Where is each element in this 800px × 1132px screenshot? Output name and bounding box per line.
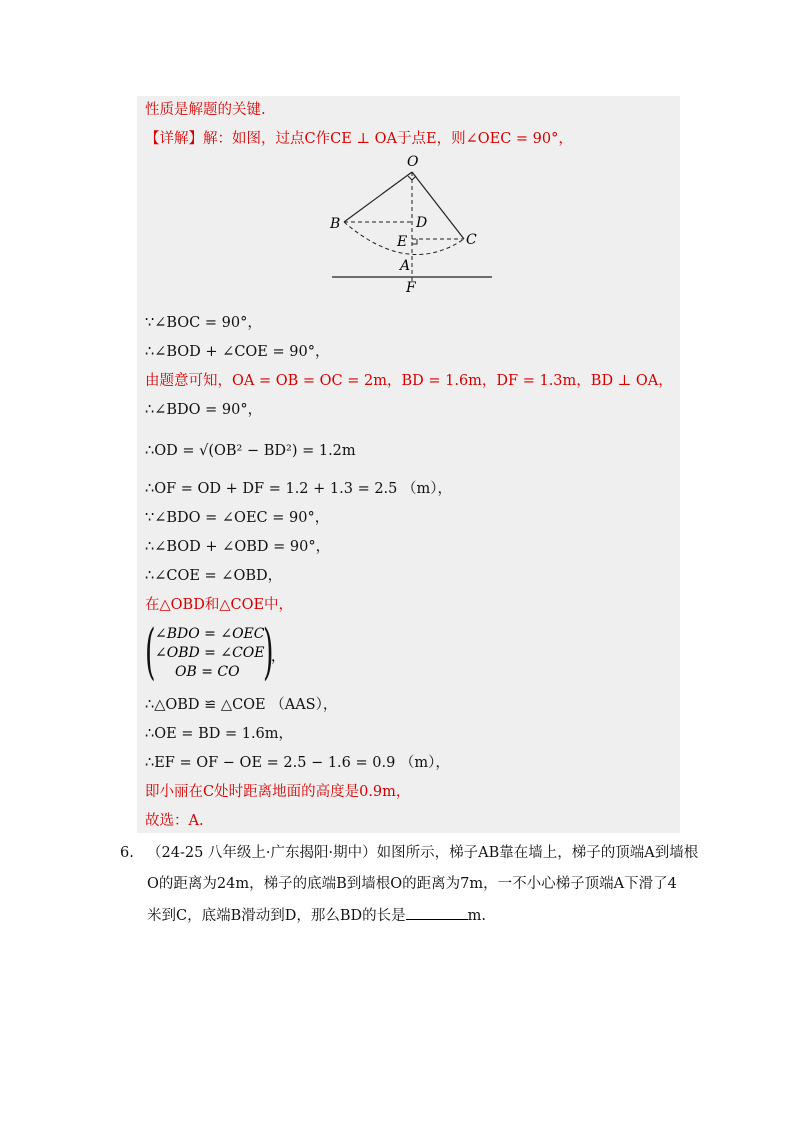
solution-line-10: ∴∠BOD + ∠OBD = 90°， xyxy=(145,539,331,555)
problem-unit: m. xyxy=(467,908,487,924)
solution-line-4: ∴∠BOD + ∠COE = 90°， xyxy=(145,344,330,360)
solution-line-11: ∴∠COE = ∠OBD， xyxy=(145,568,283,584)
solution-line-13: ∴△OBD ≌ △COE （AAS）， xyxy=(145,697,338,713)
system-row-3: OB = CO xyxy=(175,664,240,680)
segment-ob xyxy=(344,172,412,222)
solution-line-2: 【详解】解：如图，过点C作CE ⊥ OA于点E，则∠OEC = 90°， xyxy=(145,131,573,147)
answer-blank[interactable] xyxy=(406,905,468,920)
system-row-2: ∠OBD = ∠COE xyxy=(155,645,265,661)
problem-line-2: O的距离为24m，梯子的底端B到墙根O的距离为7m，一不小心梯子顶端A下滑了4 xyxy=(147,876,677,892)
label-f: F xyxy=(406,280,416,296)
solution-line-14: ∴OE = BD = 1.6m， xyxy=(145,726,294,742)
problem-line-1: （24-25 八年级上·广东揭阳·期中）如图所示，梯子AB靠在墙上，梯子的顶端A到墙根 xyxy=(147,845,699,861)
solution-line-17: 故选：A. xyxy=(145,813,204,829)
label-b: B xyxy=(330,216,341,232)
label-c: C xyxy=(466,232,477,248)
solution-line-6: ∴∠BDO = 90°， xyxy=(145,402,263,418)
label-e: E xyxy=(397,234,408,250)
solution-line-1: 性质是解题的关键. xyxy=(145,102,266,118)
solution-line-5: 由题意可知，OA = OB = OC = 2m，BD = 1.6m，DF = 1.3m，BD ⊥ OA， xyxy=(145,373,673,389)
solution-line-12: 在△OBD和△COE中， xyxy=(145,597,294,613)
solution-line-3: ∵∠BOC = 90°， xyxy=(145,315,262,331)
solution-line-9: ∵∠BDO = ∠OEC = 90°， xyxy=(145,510,330,526)
solution-line-8: ∴OF = OD + DF = 1.2 + 1.3 = 2.5 （m）， xyxy=(145,481,452,497)
right-brace: ) xyxy=(263,617,274,687)
equation-system xyxy=(145,617,285,687)
left-brace: ( xyxy=(145,617,156,687)
solution-line-15: ∴EF = OF − OE = 2.5 − 1.6 = 0.9 （m）， xyxy=(145,755,450,771)
label-d: D xyxy=(416,215,428,231)
system-suffix: ， xyxy=(271,649,285,665)
label-a: A xyxy=(400,258,411,274)
problem-line-3 xyxy=(147,905,486,926)
solution-line-7: ∴OD = √(OB² − BD²) = 1.2m xyxy=(145,443,356,459)
solution-line-16: 即小丽在C处时距离地面的高度是0.9m， xyxy=(145,784,411,800)
label-o: O xyxy=(407,154,419,170)
geometry-diagram xyxy=(320,152,500,302)
problem-number: 6. xyxy=(120,845,134,861)
system-row-1: ∠BDO = ∠OEC xyxy=(155,626,265,642)
problem-line-3-text: 米到C，底端B滑动到D，那么BD的长是 xyxy=(147,908,406,924)
